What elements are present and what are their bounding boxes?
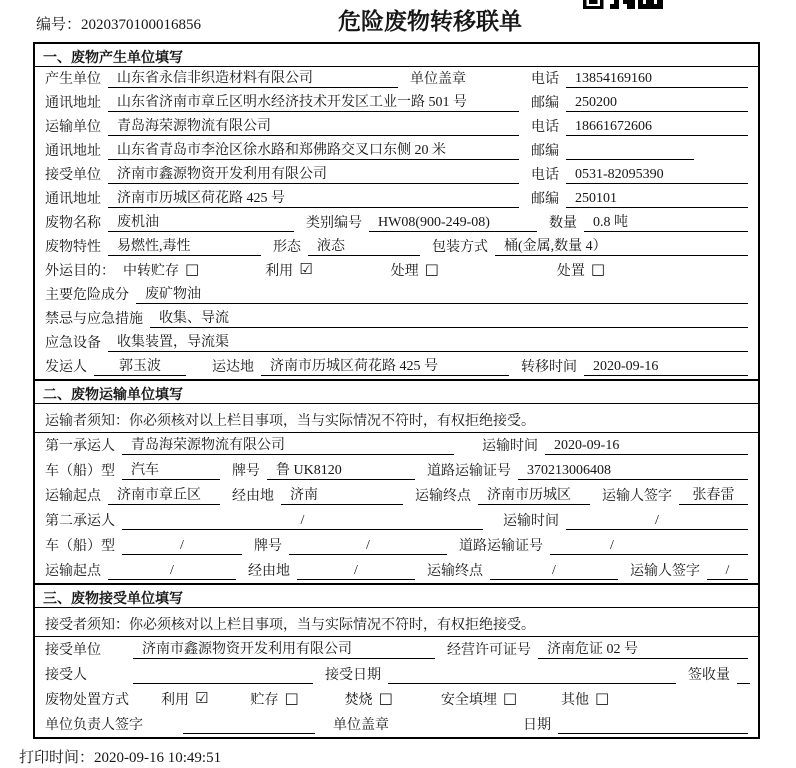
checkbox-disposal-other-icon: □ xyxy=(595,689,610,707)
producer-phone-value: 13854169160 xyxy=(566,71,748,88)
vehicle-type-1-row xyxy=(35,458,758,483)
serial-number-value: 2020370100016856 xyxy=(81,17,202,33)
purpose-option-treat xyxy=(391,260,439,280)
waste-name-value: 废机油 xyxy=(108,211,294,232)
carrier-sign-1-label: 运输人签字 xyxy=(602,489,672,504)
receiver-unit-row xyxy=(35,163,758,187)
purpose-option-dispose-label: 处置 xyxy=(556,264,585,279)
receive-date-label: 日期 xyxy=(523,718,551,733)
waste-name-label: 废物名称 xyxy=(45,216,101,231)
disposal-option-other-label: 其他 xyxy=(561,693,590,708)
print-timestamp xyxy=(19,746,221,767)
transporter-unit-value: 青岛海荣源物流有限公司 xyxy=(108,115,519,136)
receiver-address-label: 通讯地址 xyxy=(45,192,101,207)
first-carrier-value: 青岛海荣源物流有限公司 xyxy=(122,434,454,455)
print-timestamp-label: 打印时间： xyxy=(19,750,95,766)
transporter-zip-value xyxy=(566,143,694,160)
road-permit-1-label: 道路运输证号 xyxy=(427,464,511,479)
purpose-option-treat-label: 处理 xyxy=(390,264,419,279)
destination-2-value: / xyxy=(490,563,618,580)
via-2-value: / xyxy=(297,563,415,580)
producer-address-label: 通讯地址 xyxy=(45,96,101,111)
accept-date-value xyxy=(388,667,676,684)
arrival-place-label: 运达地 xyxy=(212,360,254,375)
shipper-value: 郭玉波 xyxy=(94,355,186,376)
section-producer xyxy=(35,44,758,379)
plate-number-1-value: 鲁 UK8120 xyxy=(267,459,415,480)
checkbox-disposal-utilize-icon: ☑ xyxy=(195,689,209,707)
road-permit-2-label: 道路运输证号 xyxy=(459,539,543,554)
transporter-zip-label: 邮编 xyxy=(531,144,559,159)
main-hazard-label: 主要危险成分 xyxy=(45,288,129,303)
checkbox-utilize-icon: ☑ xyxy=(299,260,313,278)
physical-form-value: 液态 xyxy=(308,235,420,256)
page-title: 危险废物转移联单 xyxy=(338,9,522,34)
carrier-sign-2-label: 运输人签字 xyxy=(630,564,700,579)
second-carrier-value: / xyxy=(122,513,483,530)
section-transporter-title: 二、废物运输单位填写 xyxy=(35,381,758,404)
acceptor-label: 接受人 xyxy=(45,668,87,683)
main-hazard-row xyxy=(35,283,758,307)
destination-2-label: 运输终点 xyxy=(427,564,483,579)
emergency-equipment-value: 收集装置，导流渠 xyxy=(108,331,748,352)
checkbox-disposal-store-icon: □ xyxy=(284,689,299,707)
disposal-option-incinerate xyxy=(345,689,393,709)
section-receiver-title: 三、废物接受单位填写 xyxy=(35,585,758,608)
via-1-value: 济南 xyxy=(281,484,403,505)
transfer-purpose-label: 外运目的： xyxy=(45,264,115,279)
section-producer-title: 一、废物产生单位填写 xyxy=(35,44,758,67)
serial-number xyxy=(36,13,201,34)
purpose-option-transit-storage-label: 中转贮存 xyxy=(123,264,179,279)
purpose-option-utilize-label: 利用 xyxy=(265,264,294,279)
serial-number-label: 编号： xyxy=(36,17,82,33)
via-2-label: 经由地 xyxy=(248,564,290,579)
signed-quantity-value xyxy=(737,667,750,684)
vehicle-type-2-label: 车（船）型 xyxy=(45,539,115,554)
first-carrier-label: 第一承运人 xyxy=(45,439,115,454)
producer-address-row xyxy=(35,91,758,115)
quantity-label: 数量 xyxy=(549,216,577,231)
checkbox-disposal-incinerate-icon: □ xyxy=(378,689,393,707)
disposal-method-label: 废物处置方式 xyxy=(45,693,129,708)
transporter-unit-label: 运输单位 xyxy=(45,120,101,135)
road-permit-2-value: / xyxy=(550,538,748,555)
transport-time-1-value: 2020-09-16 xyxy=(545,438,748,455)
acceptor-value xyxy=(133,667,313,684)
transport-time-2-value: / xyxy=(566,513,748,530)
license-number-value: 济南危证 02 号 xyxy=(538,638,748,659)
responsible-sign-label: 单位负责人签字 xyxy=(45,718,143,733)
waste-name-row xyxy=(35,211,758,235)
taboo-measures-value: 收集、导流 xyxy=(150,307,748,328)
emergency-equipment-row xyxy=(35,331,758,355)
responsible-sign-row xyxy=(35,712,758,737)
transporter-phone-label: 电话 xyxy=(531,120,559,135)
taboo-measures-label: 禁忌与应急措施 xyxy=(45,312,143,327)
receiver-zip-label: 邮编 xyxy=(531,192,559,207)
producer-zip-value: 250200 xyxy=(566,95,748,112)
plate-number-2-label: 牌号 xyxy=(254,539,282,554)
arrival-place-value: 济南市历城区荷花路 425 号 xyxy=(261,355,509,376)
transporter-notice: 运输者须知：你必须核对以上栏目事项，当与实际情况不符时，有权拒绝接受。 xyxy=(35,404,758,433)
route-1-row xyxy=(35,483,758,508)
transport-time-2-label: 运输时间 xyxy=(503,514,559,529)
checkbox-disposal-landfill-icon: □ xyxy=(502,689,518,707)
second-carrier-row xyxy=(35,508,758,533)
responsible-sign-value xyxy=(183,717,315,734)
receiver-notice: 接受者须知：你必须核对以上栏目事项，当与实际情况不符时，有权拒绝接受。 xyxy=(35,608,758,637)
receiver-address-row xyxy=(35,187,758,211)
quantity-value: 0.8 吨 xyxy=(584,211,748,232)
receiver-zip-value: 250101 xyxy=(566,191,748,208)
section-receiver xyxy=(35,583,758,737)
transporter-address-label: 通讯地址 xyxy=(45,144,101,159)
disposal-option-store xyxy=(250,689,298,709)
qr-code-fragment xyxy=(583,0,663,9)
plate-number-1-label: 牌号 xyxy=(232,464,260,479)
shipper-label: 发运人 xyxy=(45,360,87,375)
receiver-address-value: 济南市历城区荷花路 425 号 xyxy=(108,187,519,208)
vehicle-type-1-value: 汽车 xyxy=(122,459,220,480)
receiver-unit-value: 济南市鑫源物资开发利用有限公司 xyxy=(108,163,519,184)
license-number-label: 经营许可证号 xyxy=(447,643,531,658)
vehicle-type-2-row xyxy=(35,533,758,558)
origin-1-label: 运输起点 xyxy=(45,489,101,504)
packing-method-value: 桶(金属,数量 4） xyxy=(495,235,748,256)
purpose-option-dispose xyxy=(557,260,605,280)
second-carrier-label: 第二承运人 xyxy=(45,514,115,529)
road-permit-1-value: 370213006408 xyxy=(518,463,748,480)
transfer-purpose-row xyxy=(35,259,758,283)
plate-number-2-value: / xyxy=(289,538,447,555)
transfer-form-table xyxy=(33,42,760,739)
accept-date-label: 接受日期 xyxy=(325,668,381,683)
producer-zip-label: 邮编 xyxy=(531,96,559,111)
disposal-option-incinerate-label: 焚烧 xyxy=(344,693,373,708)
transport-time-1-label: 运输时间 xyxy=(482,439,538,454)
transfer-time-label: 转移时间 xyxy=(521,360,577,375)
destination-1-value: 济南市历城区 xyxy=(478,484,590,505)
disposal-option-utilize-label: 利用 xyxy=(161,693,189,708)
unit-seal-label: 单位盖章 xyxy=(410,72,466,87)
route-2-row xyxy=(35,558,758,583)
receiver-phone-label: 电话 xyxy=(531,168,559,183)
purpose-option-transit-storage xyxy=(123,260,199,280)
accepting-unit-value: 济南市鑫源物资开发利用有限公司 xyxy=(133,638,435,659)
producer-phone-label: 电话 xyxy=(531,72,559,87)
acceptor-row xyxy=(35,662,758,687)
vehicle-type-1-label: 车（船）型 xyxy=(45,464,115,479)
receive-date-value xyxy=(558,717,748,734)
disposal-method-row xyxy=(35,687,758,712)
packing-method-label: 包装方式 xyxy=(432,240,488,255)
first-carrier-row xyxy=(35,433,758,458)
main-hazard-value: 废矿物油 xyxy=(136,283,748,304)
carrier-sign-2-value: / xyxy=(707,563,748,580)
vehicle-type-2-value: / xyxy=(122,538,242,555)
receiver-unit-label: 接受单位 xyxy=(45,168,101,183)
waste-traits-label: 废物特性 xyxy=(45,240,101,255)
origin-2-label: 运输起点 xyxy=(45,564,101,579)
disposal-option-landfill xyxy=(441,689,517,709)
signed-quantity-label: 签收量 xyxy=(688,668,730,683)
receiver-seal-label: 单位盖章 xyxy=(333,718,389,733)
section-transporter xyxy=(35,379,758,583)
producer-address-value: 山东省济南市章丘区明水经济技术开发区工业一路 501 号 xyxy=(108,91,519,112)
physical-form-label: 形态 xyxy=(273,240,301,255)
transporter-unit-row xyxy=(35,115,758,139)
origin-2-value: / xyxy=(108,563,236,580)
accepting-unit-row xyxy=(35,637,758,662)
taboo-measures-row xyxy=(35,307,758,331)
print-timestamp-value: 2020-09-16 10:49:51 xyxy=(94,750,222,766)
waste-traits-row xyxy=(35,235,758,259)
via-1-label: 经由地 xyxy=(232,489,274,504)
checkbox-dispose-icon: □ xyxy=(590,260,606,278)
producer-unit-value: 山东省永信非织造材料有限公司 xyxy=(108,67,398,88)
transporter-address-row xyxy=(35,139,758,163)
accepting-unit-label: 接受单位 xyxy=(45,643,101,658)
transporter-phone-value: 18661672606 xyxy=(566,119,748,136)
carrier-sign-1-value: 张春雷 xyxy=(679,484,748,505)
waste-traits-value: 易燃性,毒性 xyxy=(108,235,261,256)
shipper-row xyxy=(35,355,758,379)
producer-unit-row xyxy=(35,67,758,91)
checkbox-treat-icon: □ xyxy=(424,260,439,278)
category-code-label: 类别编号 xyxy=(306,216,362,231)
disposal-option-store-label: 贮存 xyxy=(250,693,279,708)
emergency-equipment-label: 应急设备 xyxy=(45,336,101,351)
disposal-option-other xyxy=(561,689,609,709)
origin-1-value: 济南市章丘区 xyxy=(108,484,220,505)
disposal-option-landfill-label: 安全填埋 xyxy=(440,693,497,708)
receiver-phone-value: 0531-82095390 xyxy=(566,167,748,184)
producer-unit-label: 产生单位 xyxy=(45,72,101,87)
checkbox-transit-storage-icon: □ xyxy=(185,260,200,278)
transfer-time-value: 2020-09-16 xyxy=(584,359,748,376)
category-code-value: HW08(900-249-08) xyxy=(369,215,537,232)
disposal-option-utilize xyxy=(161,689,208,709)
purpose-option-utilize xyxy=(265,260,312,280)
destination-1-label: 运输终点 xyxy=(415,489,471,504)
transporter-address-value: 山东省青岛市李沧区徐水路和郑佛路交叉口东侧 20 米 xyxy=(108,139,519,160)
